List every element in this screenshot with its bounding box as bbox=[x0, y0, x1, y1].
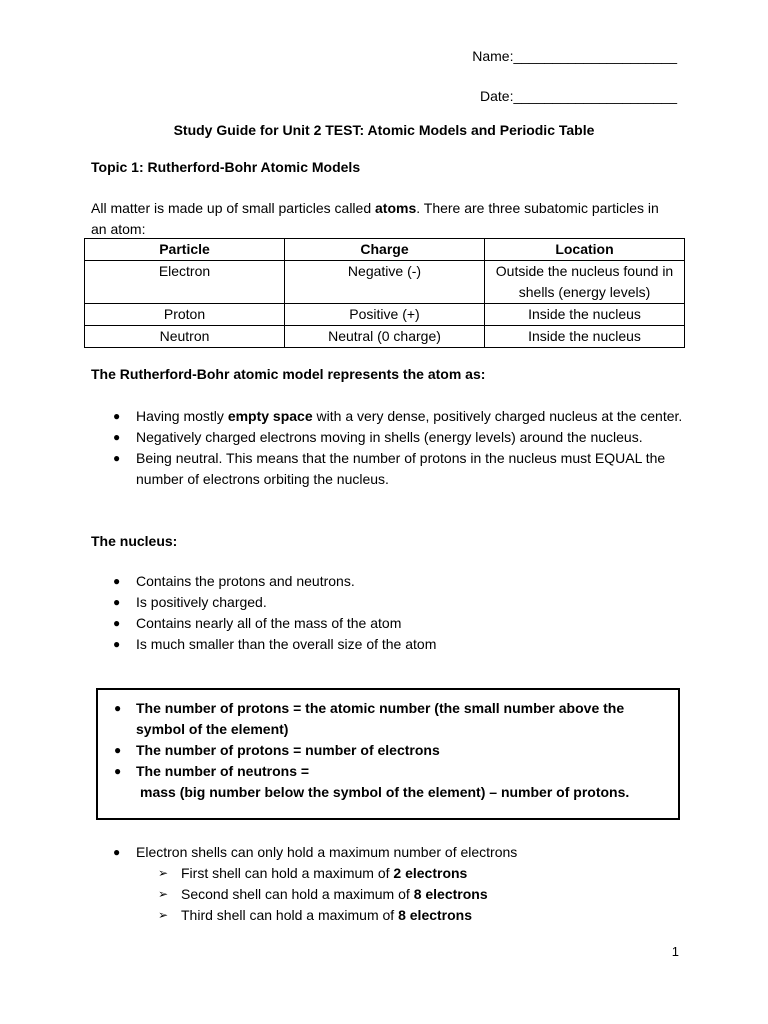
table-header-cell: Location bbox=[485, 239, 685, 261]
bullet-dot-icon: ● bbox=[113, 574, 121, 588]
page-number: 1 bbox=[671, 944, 679, 959]
table-cell: Positive (+) bbox=[285, 304, 485, 326]
model-list bbox=[91, 406, 691, 490]
bullet-dot-icon: ● bbox=[113, 595, 121, 609]
topic-heading: Topic 1: Rutherford-Bohr Atomic Models bbox=[91, 159, 361, 175]
bullet-dot-icon: ● bbox=[113, 845, 121, 859]
table-cell: Neutral (0 charge) bbox=[285, 326, 485, 348]
neutron-formula: mass (big number below the symbol of the element) – number of protons. bbox=[140, 784, 630, 800]
table-row bbox=[85, 326, 685, 348]
key-facts-box bbox=[96, 688, 680, 820]
table-header-cell: Charge bbox=[285, 239, 485, 261]
list-item: ● Contains the protons and neutrons. bbox=[91, 571, 691, 592]
list-item: ➢ Third shell can hold a maximum of 8 electrons bbox=[136, 905, 691, 926]
arrow-bullet-icon: ➢ bbox=[158, 887, 169, 901]
table-cell: Electron bbox=[85, 261, 285, 304]
arrow-bullet-icon: ➢ bbox=[158, 908, 169, 922]
list-item: ● The number of protons = the atomic number (the small number above the symbol of the element) bbox=[114, 700, 625, 737]
list-item: ● The number of protons = number of electrons bbox=[98, 740, 658, 761]
nucleus-list bbox=[91, 571, 691, 655]
list-item: ● Negatively charged electrons moving in shells (energy levels) around the nucleus. bbox=[91, 427, 691, 448]
table-cell: Proton bbox=[85, 304, 285, 326]
table-cell: Outside the nucleus found in shells (energy levels) bbox=[485, 261, 685, 304]
bullet-dot-icon: ● bbox=[113, 637, 121, 651]
list-item: ● Having mostly empty space with a very dense, positively charged nucleus at the center. bbox=[91, 406, 691, 427]
key-facts-list bbox=[98, 698, 658, 803]
table-header-row bbox=[85, 239, 685, 261]
table-row bbox=[85, 261, 685, 304]
list-item: ➢ Second shell can hold a maximum of 8 electrons bbox=[136, 884, 691, 905]
table-cell: Negative (-) bbox=[285, 261, 485, 304]
intro-paragraph: All matter is made up of small particles called atoms. There are three subatomic particles in an atom: bbox=[91, 200, 659, 237]
particle-table bbox=[84, 238, 685, 348]
table-cell: Neutron bbox=[85, 326, 285, 348]
list-item: ● The number of neutrons = mass (big number below the symbol of the element) – number of protons. bbox=[98, 761, 658, 803]
list-item: ➢ First shell can hold a maximum of 2 electrons bbox=[136, 863, 691, 884]
list-item: ● Contains nearly all of the mass of the atom bbox=[91, 613, 691, 634]
bullet-dot-icon: ● bbox=[113, 451, 121, 465]
bullet-dot-icon: ● bbox=[114, 701, 122, 715]
date-field: Date:_____________________ bbox=[480, 88, 677, 104]
list-item: ● Is much smaller than the overall size of the atom bbox=[91, 634, 691, 655]
list-item: ● Is positively charged. bbox=[91, 592, 691, 613]
bullet-dot-icon: ● bbox=[113, 409, 121, 423]
table-header-cell: Particle bbox=[85, 239, 285, 261]
bullet-dot-icon: ● bbox=[113, 616, 121, 630]
table-cell: Inside the nucleus bbox=[485, 326, 685, 348]
bullet-dot-icon: ● bbox=[113, 430, 121, 444]
table-row bbox=[85, 304, 685, 326]
page-title: Study Guide for Unit 2 TEST: Atomic Models and Periodic Table bbox=[173, 122, 595, 138]
name-field: Name:_____________________ bbox=[472, 48, 677, 64]
shell-sublist bbox=[136, 863, 691, 926]
bullet-dot-icon: ● bbox=[114, 743, 122, 757]
list-item: ● Electron shells can only hold a maximum number of electrons ➢ First shell can hold a maximum of 2 electrons ➢ Second shell can hold a maximum of 8 electrons ➢ Third shell can hold a maximum of 8 electrons bbox=[91, 842, 691, 926]
shell-list bbox=[91, 842, 691, 926]
nucleus-heading: The nucleus: bbox=[91, 533, 178, 549]
model-heading: The Rutherford-Bohr atomic model represents the atom as: bbox=[91, 366, 486, 382]
table-cell: Inside the nucleus bbox=[485, 304, 685, 326]
bullet-dot-icon: ● bbox=[114, 764, 122, 778]
list-item: ● Being neutral. This means that the number of protons in the nucleus must EQUAL the number of electrons orbiting the nucleus. bbox=[113, 450, 666, 487]
arrow-bullet-icon: ➢ bbox=[158, 866, 169, 880]
